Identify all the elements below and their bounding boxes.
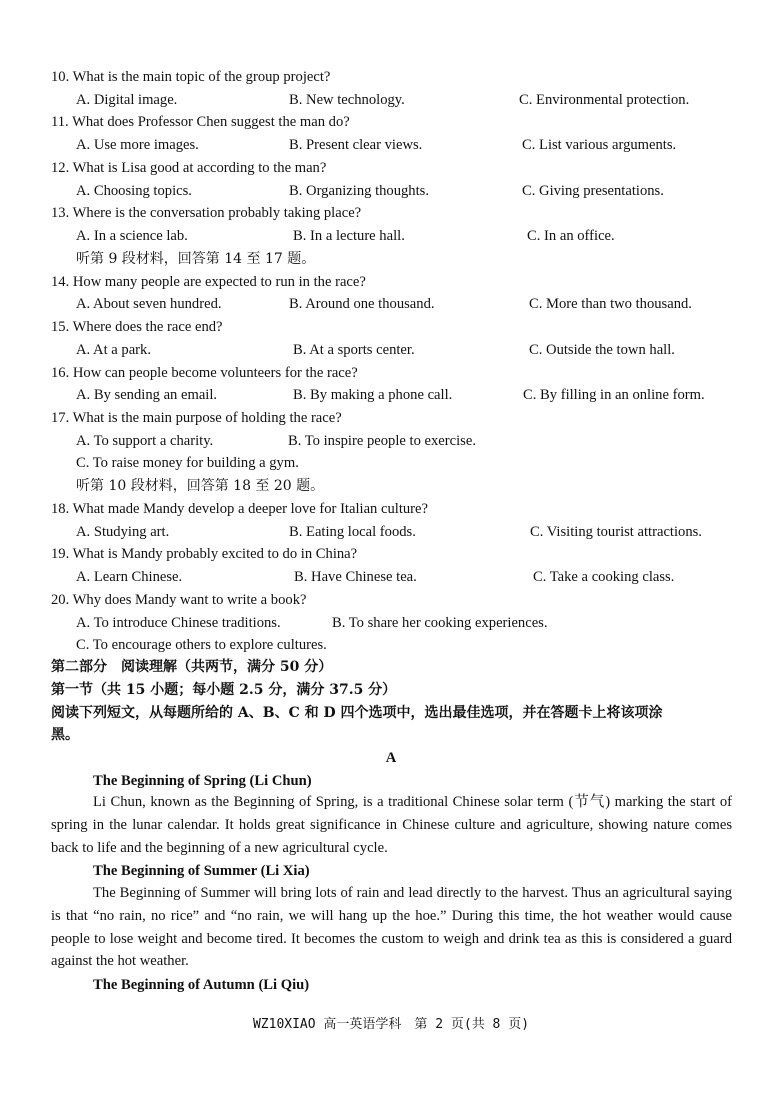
q14-option-c: C. More than two thousand. [529, 296, 692, 312]
question-16: 16. How can people become volunteers for the race? [51, 365, 358, 381]
reading-directions-line-1: 阅读下列短文，从每题所给的 A、B、C 和 D 四个选项中，选出最佳选项，并在答题卡上将该项涂 [51, 705, 663, 721]
q16-option-c: C. By filling in an online form. [523, 387, 705, 403]
question-18: 18. What made Mandy develop a deeper love for Italian culture? [51, 501, 428, 517]
question-19: 19. What is Mandy probably excited to do in China? [51, 546, 358, 562]
q18-option-a: A. Studying art. [76, 524, 170, 540]
q11-option-b: B. Present clear views. [289, 137, 423, 153]
question-17: 17. What is the main purpose of holding the race? [51, 410, 342, 426]
section-1-title: 第一节（共 15 小题；每小题 2.5 分，满分 37.5 分） [51, 682, 397, 698]
question-11: 11. What does Professor Chen suggest the man do? [51, 114, 350, 130]
q19-option-b: B. Have Chinese tea. [294, 569, 417, 585]
reading-directions-line-2: 黑。 [51, 727, 79, 743]
q10-option-a: A. Digital image. [76, 92, 178, 108]
section-spring-title: The Beginning of Spring (Li Chun) [93, 773, 312, 789]
page-footer: WZ10XIAO 高一英语学科 第 2 页(共 8 页) [252, 1017, 530, 1032]
q12-option-a: A. Choosing topics. [76, 183, 192, 199]
listening-instruction-10: 听第 10 段材料，回答第 18 至 20 题。 [76, 478, 325, 494]
q20-option-c: C. To encourage others to explore cultures. [76, 637, 327, 653]
q12-option-b: B. Organizing thoughts. [289, 183, 429, 199]
q11-option-a: A. Use more images. [76, 137, 199, 153]
question-10: 10. What is the main topic of the group project? [51, 69, 331, 85]
question-20: 20. Why does Mandy want to write a book? [51, 592, 307, 608]
q13-option-a: A. In a science lab. [76, 228, 188, 244]
q10-option-c: C. Environmental protection. [519, 92, 690, 108]
q12-option-c: C. Giving presentations. [522, 183, 664, 199]
question-12: 12. What is Lisa good at according to the man? [51, 160, 327, 176]
q18-option-c: C. Visiting tourist attractions. [530, 524, 702, 540]
q14-option-b: B. Around one thousand. [289, 296, 435, 312]
section-summer-text: The Beginning of Summer will bring lots of rain and lead directly to the harvest. Thus an agricultural saying is that “no rain, no rice” and “no rain, we will hang up the hoe.” During this time, the hot weather would cause people to lose weight and become tired. It becomes the custom to weigh and drink tea as this is considered a guard against the hot weather. [51, 885, 732, 970]
q15-option-a: A. At a park. [76, 342, 151, 358]
q10-option-b: B. New technology. [289, 92, 405, 108]
section-summer-title: The Beginning of Summer (Li Xia) [93, 863, 310, 879]
passage-label: A [385, 750, 397, 766]
q18-option-b: B. Eating local foods. [289, 524, 416, 540]
question-13: 13. Where is the conversation probably taking place? [51, 205, 362, 221]
q14-option-a: A. About seven hundred. [76, 296, 222, 312]
q17-option-b: B. To inspire people to exercise. [288, 433, 476, 449]
q15-option-c: C. Outside the town hall. [529, 342, 675, 358]
q15-option-b: B. At a sports center. [293, 342, 415, 358]
q17-option-c: C. To raise money for building a gym. [76, 455, 299, 471]
question-15: 15. Where does the race end? [51, 319, 223, 335]
q19-option-a: A. Learn Chinese. [76, 569, 183, 585]
q13-option-b: B. In a lecture hall. [293, 228, 405, 244]
q13-option-c: C. In an office. [527, 228, 615, 244]
q16-option-b: B. By making a phone call. [293, 387, 453, 403]
q17-option-a: A. To support a charity. [76, 433, 214, 449]
part-2-title: 第二部分 阅读理解（共两节，满分 50 分） [51, 659, 333, 675]
q20-option-a: A. To introduce Chinese traditions. [76, 615, 281, 631]
listening-instruction-9: 听第 9 段材料，回答第 14 至 17 题。 [76, 251, 316, 267]
section-spring-text: Li Chun, known as the Beginning of Spring, is a traditional Chinese solar term (节气) marking the start of spring in the lunar calendar. It holds great significance in Chinese culture and agriculture, showing nature comes back to life and the beginning of a new agricultural cycle. [51, 794, 732, 856]
q11-option-c: C. List various arguments. [522, 137, 677, 153]
q16-option-a: A. By sending an email. [76, 387, 218, 403]
section-autumn-title: The Beginning of Autumn (Li Qiu) [93, 977, 310, 993]
q19-option-c: C. Take a cooking class. [533, 569, 675, 585]
question-14: 14. How many people are expected to run in the race? [51, 274, 366, 290]
q20-option-b: B. To share her cooking experiences. [332, 615, 548, 631]
